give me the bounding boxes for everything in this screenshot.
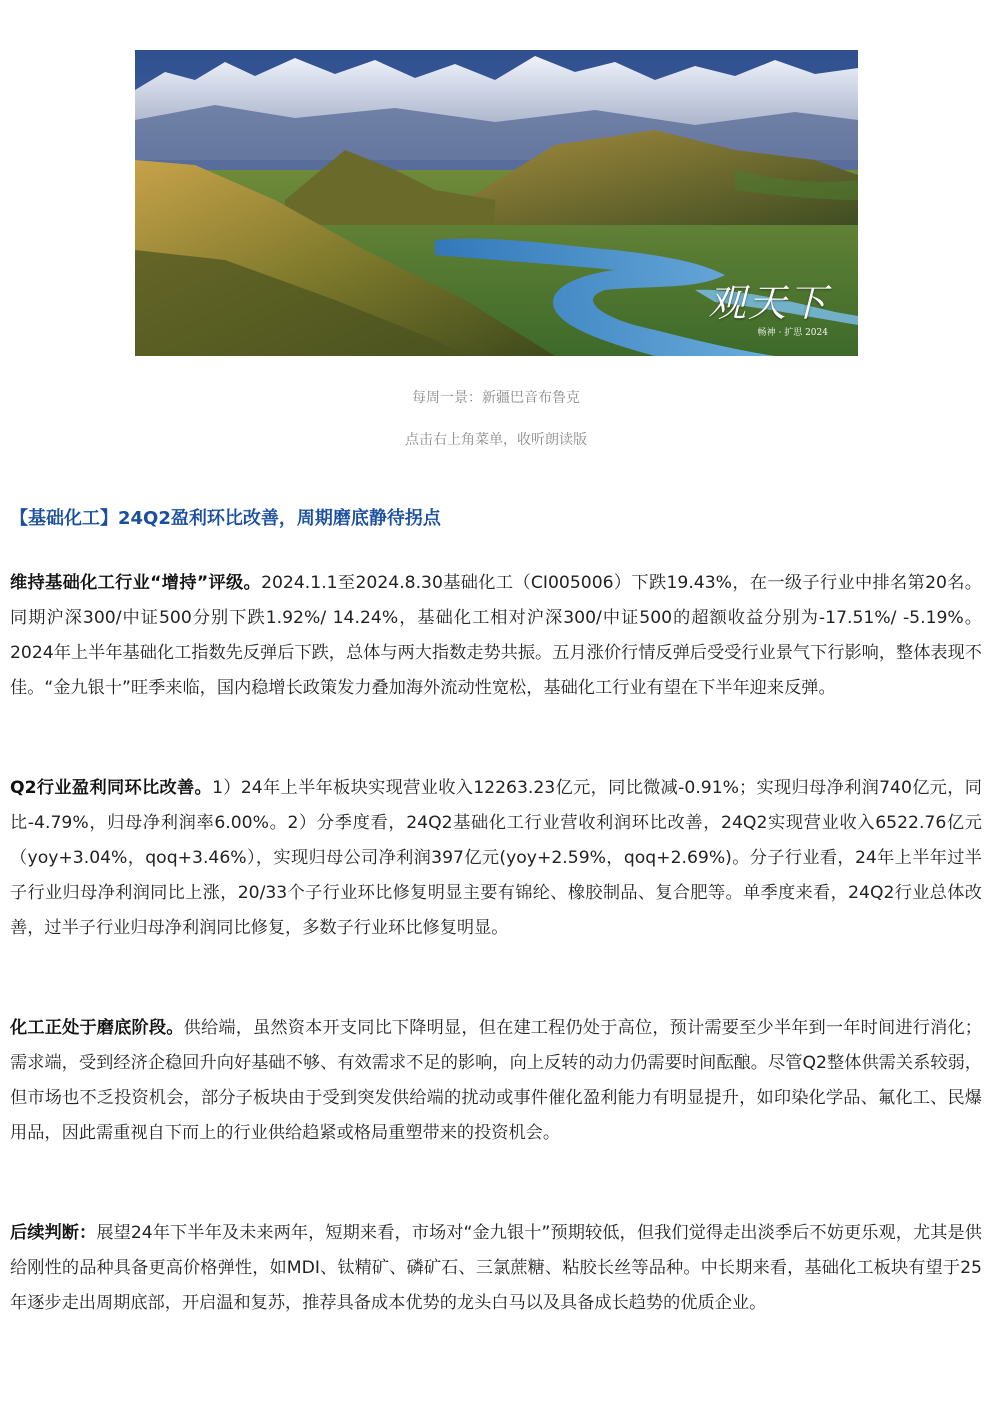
article-title: 【基础化工】24Q2盈利环比改善，周期磨底静待拐点 (10, 508, 441, 529)
logo-main-text: 观天下 (707, 281, 828, 325)
paragraph-lead: 维持基础化工行业“增持”评级。 (10, 573, 262, 593)
paragraph-q2-profit (10, 771, 982, 946)
image-caption: 每周一景：新疆巴音布鲁克 (412, 390, 580, 406)
paragraph-lead: 后续判断： (10, 1223, 97, 1243)
guantianxia-logo (708, 283, 828, 338)
logo-sub-text: 畅神 · 扩思 2024 (757, 328, 828, 338)
paragraph-bottoming (10, 1011, 982, 1151)
paragraph-lead: 化工正处于磨底阶段。 (10, 1018, 184, 1038)
paragraph-rating (10, 566, 982, 706)
hero-landscape-image (135, 50, 858, 356)
listen-hint: 点击右上角菜单，收听朗读版 (405, 432, 587, 448)
paragraph-outlook (10, 1216, 982, 1321)
paragraph-body: 1）24年上半年板块实现营业收入12263.23亿元，同比微减-0.91%；实现归母净利润740亿元，同比-4.79%，归母净利润率6.00%。2）分季度看，24Q2基础化工行业营收利润环比改善，24Q2实现营业收入6522.76亿元（yoy+3.04%，qoq+3.46%），实现归母公司净利润397亿元(yoy+2.59%，qoq+2.69%)。分子行业看，24年上半年过半子行业归母净利润同比上涨，20/33个子行业环比修复明显主要有锦纶、橡胶制品、复合肥等。单季度来看，24Q2行业总体改善，过半子行业归母净利润同比修复，多数子行业环比修复明显。 (10, 778, 982, 938)
paragraph-body: 展望24年下半年及未来两年，短期来看，市场对“金九银十”预期较低，但我们觉得走出淡季后不妨更乐观，尤其是供给刚性的品种具备更高价格弹性，如MDI、钛精矿、磷矿石、三氯蔗糖、粘胶长丝等品种。中长期来看，基础化工板块有望于25年逐步走出周期底部，开启温和复苏，推荐具备成本优势的龙头白马以及具备成长趋势的优质企业。 (10, 1223, 982, 1313)
paragraph-lead: Q2行业盈利同环比改善。 (10, 778, 213, 798)
paragraph-body: 2024.1.1至2024.8.30基础化工（CI005006）下跌19.43%，在一级子行业中排名第20名。同期沪深300/中证500分别下跌1.92%/ 14.24%，基础化工相对沪深300/中证500的超额收益分别为-17.51%/ -5.19%。2024年上半年基础化工指数先反弹后下跌，总体与两大指数走势共振。五月涨价行情反弹后受受行业景气下行影响，整体表现不佳。“金九银十”旺季来临，国内稳增长政策发力叠加海外流动性宽松，基础化工行业有望在下半年迎来反弹。 (10, 573, 982, 698)
paragraph-body: 供给端，虽然资本开支同比下降明显，但在建工程仍处于高位，预计需要至少半年到一年时间进行消化；需求端，受到经济企稳回升向好基础不够、有效需求不足的影响，向上反转的动力仍需要时间酝酿。尽管Q2整体供需关系较弱，但市场也不乏投资机会，部分子板块由于受到突发供给端的扰动或事件催化盈利能力有明显提升，如印染化学品、氟化工、民爆用品，因此需重视自下而上的行业供给趋紧或格局重塑带来的投资机会。 (10, 1018, 982, 1143)
